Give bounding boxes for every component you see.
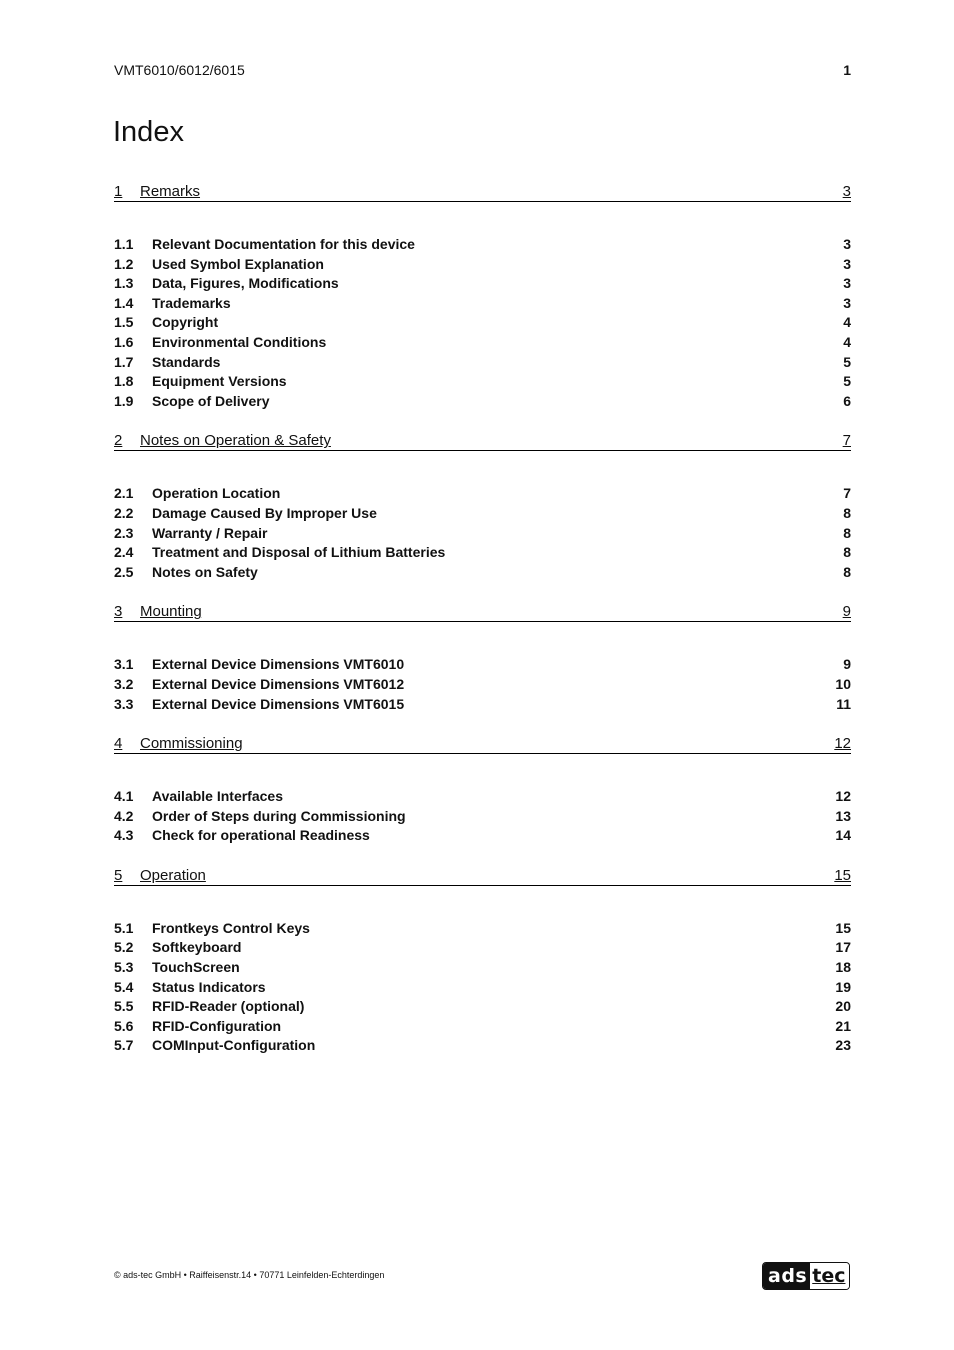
entry-number: 1.5: [114, 314, 134, 331]
entry-number: 1.8: [114, 373, 134, 390]
entry-number: 2.1: [114, 485, 134, 502]
entry-page-number: 18: [835, 959, 851, 976]
entry-number: 4.2: [114, 807, 134, 824]
page-number: 1: [843, 62, 851, 78]
entry-title: Softkeyboard: [152, 939, 242, 956]
entry-title: Relevant Documentation for this device: [152, 236, 415, 252]
entry-number: 2.3: [114, 524, 134, 541]
entry-title: Copyright: [152, 314, 219, 331]
toc-entry[interactable]: [114, 997, 851, 1017]
subsection-list: [114, 655, 851, 714]
toc-entry[interactable]: [114, 484, 851, 504]
entry-title: Trademarks: [152, 294, 231, 311]
entry-number: 2.2: [114, 504, 134, 521]
section-number: 4: [114, 735, 123, 753]
entry-title: Status Indicators: [152, 978, 266, 995]
toc-entry[interactable]: [114, 372, 851, 392]
entry-page-number: 15: [835, 919, 851, 936]
logo-right-part: tec: [810, 1263, 849, 1289]
entry-title: Scope of Delivery: [152, 392, 270, 409]
toc-section: [114, 183, 851, 411]
entry-number: 1.7: [114, 353, 134, 370]
section-page-number: 3: [842, 183, 851, 200]
entry-title: Equipment Versions: [152, 373, 287, 390]
entry-title: COMInput-Configuration: [152, 1037, 316, 1054]
entry-number: 2.4: [114, 544, 134, 561]
entry-page-number: 8: [843, 544, 851, 561]
toc-section-heading[interactable]: [114, 603, 851, 622]
entry-page-number: 3: [843, 275, 851, 292]
entry-page-number: 3: [843, 294, 851, 311]
entry-title: Treatment and Disposal of Lithium Batteries: [152, 544, 446, 561]
entry-title: Warranty / Repair: [152, 524, 268, 541]
entry-title: External Device Dimensions VMT6015: [152, 695, 405, 712]
entry-page-number: 3: [843, 236, 851, 252]
entry-title: External Device Dimensions VMT6010: [152, 656, 405, 673]
entry-title: Operation Location: [152, 485, 281, 502]
toc-section: [114, 867, 851, 1056]
entry-number: 3.2: [114, 675, 134, 692]
entry-title: Order of Steps during Commissioning: [152, 807, 406, 824]
toc-section: [114, 735, 851, 846]
entry-page-number: 8: [843, 563, 851, 580]
entry-page-number: 14: [835, 827, 851, 844]
entry-page-number: 20: [835, 998, 851, 1015]
subsection-list: [114, 484, 851, 582]
entry-title: Frontkeys Control Keys: [152, 919, 310, 936]
entry-title: Notes on Safety: [152, 563, 258, 580]
section-page-number: 15: [834, 866, 851, 884]
toc-section: [114, 432, 851, 582]
entry-page-number: 13: [835, 807, 851, 824]
entry-page-number: 11: [836, 695, 851, 712]
entry-number: 2.5: [114, 563, 134, 580]
section-page-number: 9: [842, 603, 851, 621]
entry-title: External Device Dimensions VMT6012: [152, 675, 405, 692]
entry-title: Data, Figures, Modifications: [152, 275, 339, 292]
toc-entry[interactable]: [114, 1036, 851, 1056]
ads-tec-logo: [762, 1262, 850, 1290]
entry-number: 5.7: [114, 1037, 134, 1054]
footer-text: © ads-tec GmbH • Raiffeisenstr.14 • 70771 Leinfelden-Echterdingen: [114, 1270, 385, 1280]
toc-section-heading[interactable]: [114, 735, 851, 754]
toc-entry[interactable]: [114, 695, 851, 715]
toc-section-heading[interactable]: [114, 183, 851, 202]
toc-entry[interactable]: [114, 294, 851, 314]
toc-entry[interactable]: [114, 958, 851, 978]
section-title: Remarks: [140, 183, 201, 200]
entry-number: 3.1: [114, 656, 134, 673]
entry-title: Standards: [152, 353, 221, 370]
toc-entry[interactable]: [114, 675, 851, 695]
entry-page-number: 3: [843, 255, 851, 272]
entry-page-number: 4: [843, 314, 851, 331]
entry-page-number: 7: [843, 485, 851, 502]
entry-page-number: 5: [843, 353, 851, 370]
entry-number: 3.3: [114, 695, 134, 712]
toc-entry[interactable]: [114, 655, 851, 675]
toc-entry[interactable]: [114, 313, 851, 333]
section-title: Notes on Operation & Safety: [140, 432, 331, 450]
entry-title: Environmental Conditions: [152, 333, 327, 350]
entry-number: 5.3: [114, 959, 134, 976]
logo-left-part: ads: [763, 1263, 810, 1289]
toc-section: [114, 603, 851, 714]
toc-section-heading[interactable]: [114, 432, 851, 451]
entry-title: Available Interfaces: [152, 788, 283, 805]
entry-number: 5.1: [114, 919, 134, 936]
section-page-number: 12: [834, 735, 851, 753]
toc-entry[interactable]: [114, 787, 851, 807]
entry-number: 1.2: [114, 255, 134, 272]
document-id: VMT6010/6012/6015: [114, 62, 245, 78]
subsection-list: [114, 235, 851, 411]
section-page-number: 7: [842, 432, 851, 450]
toc-entry[interactable]: [114, 235, 851, 255]
toc-entry[interactable]: [114, 255, 851, 275]
entry-title: TouchScreen: [152, 959, 240, 976]
toc-entry[interactable]: [114, 938, 851, 958]
entry-title: Damage Caused By Improper Use: [152, 504, 377, 521]
entry-number: 1.1: [114, 236, 134, 252]
entry-page-number: 4: [843, 333, 851, 350]
entry-title: Check for operational Readiness: [152, 827, 370, 844]
toc-entry[interactable]: [114, 563, 851, 583]
section-title: Commissioning: [140, 735, 243, 753]
toc-entry[interactable]: [114, 333, 851, 353]
entry-title: RFID-Reader (optional): [152, 998, 305, 1015]
toc-entry[interactable]: [114, 524, 851, 544]
entry-page-number: 17: [835, 939, 851, 956]
section-number: 2: [114, 432, 123, 450]
entry-number: 5.6: [114, 1017, 134, 1034]
subsection-list: [114, 919, 851, 1056]
toc-entry[interactable]: [114, 919, 851, 939]
entry-number: 5.2: [114, 939, 134, 956]
section-number: 1: [114, 183, 123, 200]
entry-page-number: 12: [835, 788, 851, 805]
entry-number: 1.4: [114, 294, 134, 311]
entry-title: Used Symbol Explanation: [152, 255, 324, 272]
page-title: Index: [113, 116, 184, 148]
entry-number: 5.4: [114, 978, 134, 995]
section-number: 5: [114, 866, 123, 884]
section-title: Mounting: [140, 603, 202, 621]
table-of-contents: [114, 183, 851, 1077]
section-number: 3: [114, 603, 123, 621]
entry-page-number: 8: [843, 504, 851, 521]
toc-entry[interactable]: [114, 274, 851, 294]
entry-number: 4.1: [114, 788, 134, 805]
entry-number: 4.3: [114, 827, 134, 844]
entry-page-number: 8: [843, 524, 851, 541]
page-header: [114, 62, 851, 78]
toc-entry[interactable]: [114, 826, 851, 846]
entry-title: RFID-Configuration: [152, 1017, 282, 1034]
entry-number: 1.3: [114, 275, 134, 292]
subsection-list: [114, 787, 851, 846]
toc-section-heading[interactable]: [114, 867, 851, 886]
toc-entry[interactable]: [114, 392, 851, 412]
entry-page-number: 5: [843, 373, 851, 390]
entry-page-number: 6: [843, 392, 851, 409]
toc-entry[interactable]: [114, 353, 851, 373]
entry-page-number: 19: [835, 978, 851, 995]
toc-entry[interactable]: [114, 543, 851, 563]
section-title: Operation: [140, 866, 206, 884]
toc-entry[interactable]: [114, 807, 851, 827]
entry-number: 1.9: [114, 392, 134, 409]
entry-page-number: 9: [843, 656, 851, 673]
toc-entry[interactable]: [114, 504, 851, 524]
toc-entry[interactable]: [114, 1017, 851, 1037]
entry-page-number: 10: [835, 675, 851, 692]
entry-page-number: 23: [835, 1037, 851, 1054]
entry-number: 1.6: [114, 333, 134, 350]
toc-entry[interactable]: [114, 978, 851, 998]
entry-number: 5.5: [114, 998, 134, 1015]
entry-page-number: 21: [835, 1017, 851, 1034]
